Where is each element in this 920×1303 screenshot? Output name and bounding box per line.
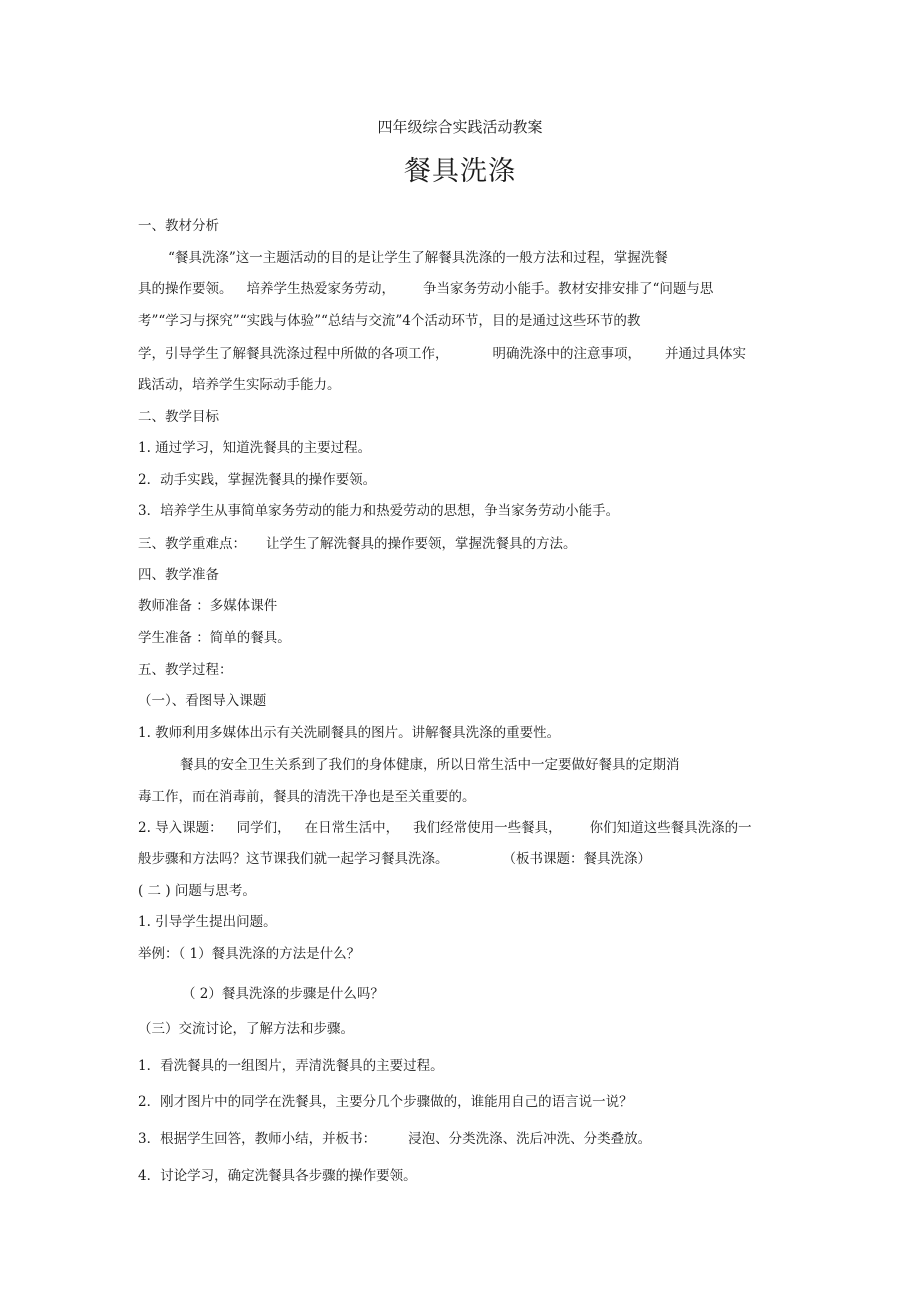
subsection-heading: （一）、看图导入课题 <box>138 693 267 709</box>
document-subtitle: 四年级综合实践活动教案 <box>377 118 543 136</box>
list-item: 2．刚才图片中的同学在洗餐具，主要分几个步骤做的，谁能用自己的语言说一说？ <box>138 1094 633 1110</box>
document-title: 餐具洗涤 <box>404 156 516 187</box>
text-run: 争当家务劳动小能手。教材安排安排了“问题与思 <box>423 281 714 297</box>
section-2-heading: 二、教学目标 <box>138 409 219 425</box>
text-run: 同学们， <box>236 820 291 836</box>
paragraph-line <box>138 851 651 867</box>
text-run: 我们经常使用一些餐具， <box>413 820 562 836</box>
paragraph-line: 考”“学习与探究”“实践与体验”“总结与交流”4个活动环节，目的是通过这些环节的教 <box>138 313 641 329</box>
section-3-heading <box>138 536 577 552</box>
list-item: 教师准备 ：多媒体课件 <box>138 598 278 614</box>
list-item: 1. 通过学习，知道洗餐具的主要过程。 <box>138 440 372 456</box>
text-run: 并通过具体实 <box>665 346 746 362</box>
list-item: 举例：（ 1）餐具洗涤的方法是什么？ <box>138 946 361 962</box>
list-item: 4．讨论学习，确定洗餐具各步骤的操作要领。 <box>138 1168 417 1184</box>
list-item <box>138 1131 651 1147</box>
list-item: 2．动手实践，掌握洗餐具的操作要领。 <box>138 472 377 488</box>
text-run: 般步骤和方法吗？这节课我们就一起学习餐具洗涤。 <box>138 851 449 867</box>
paragraph-line <box>138 346 746 362</box>
text-run: 三、教学重难点： <box>138 536 246 552</box>
text-run: 让学生了解洗餐具的操作要领，掌握洗餐具的方法。 <box>266 536 577 552</box>
text-run: 浸泡、分类洗涤、洗后冲洗、分类叠放。 <box>408 1131 652 1147</box>
text-run: （板书课题：餐具洗涤） <box>502 851 651 867</box>
subsection-heading: （三）交流讨论，了解方法和步骤。 <box>138 1021 354 1037</box>
text-run: 在日常生活中， <box>304 820 400 836</box>
list-item: 1．看洗餐具的一组图片，弄清洗餐具的主要过程。 <box>138 1058 444 1074</box>
list-item: 1. 教师利用多媒体出示有关洗刷餐具的图片。讲解餐具洗涤的重要性。 <box>138 725 561 741</box>
list-item: 1. 引导学生提出问题。 <box>138 914 277 930</box>
list-item: 学生准备 ：简单的餐具。 <box>138 630 291 646</box>
text-run: 2. 导入课题： <box>138 820 223 836</box>
paragraph-line: 餐具的安全卫生关系到了我们的身体健康，所以日常生活中一定要做好餐具的定期消 <box>180 757 680 773</box>
text-run: 你们知道这些餐具洗涤的一 <box>589 820 752 836</box>
subsection-heading: ( 二 ) 问题与思考。 <box>138 883 256 899</box>
section-5-heading: 五、教学过程： <box>138 662 233 678</box>
paragraph-line: “餐具洗涤”这一主题活动的目的是让学生了解餐具洗涤的一般方法和过程，掌握洗餐 <box>168 250 668 266</box>
text-run: 培养学生热爱家务劳动， <box>246 281 395 297</box>
text-run: 学，引导学生了解餐具洗涤过程中所做的各项工作， <box>138 346 449 362</box>
list-item <box>138 820 752 836</box>
list-item: （ 2）餐具洗涤的步骤是什么吗？ <box>182 986 384 1002</box>
text-run: 具的操作要领。 <box>138 281 233 297</box>
paragraph-line: 践活动，培养学生实际动手能力。 <box>138 377 341 393</box>
paragraph-line <box>138 281 713 297</box>
section-1-heading: 一、教材分析 <box>138 218 219 234</box>
list-item: 3．培养学生从事简单家务劳动的能力和热爱劳动的思想，争当家务劳动小能手。 <box>138 503 620 519</box>
text-run: 3．根据学生回答，教师小结，并板书： <box>138 1131 377 1147</box>
paragraph-line: 毒工作，而在消毒前，餐具的清洗干净也是至关重要的。 <box>138 789 476 805</box>
section-4-heading: 四、教学准备 <box>138 567 219 583</box>
text-run: 明确洗涤中的注意事项， <box>492 346 641 362</box>
